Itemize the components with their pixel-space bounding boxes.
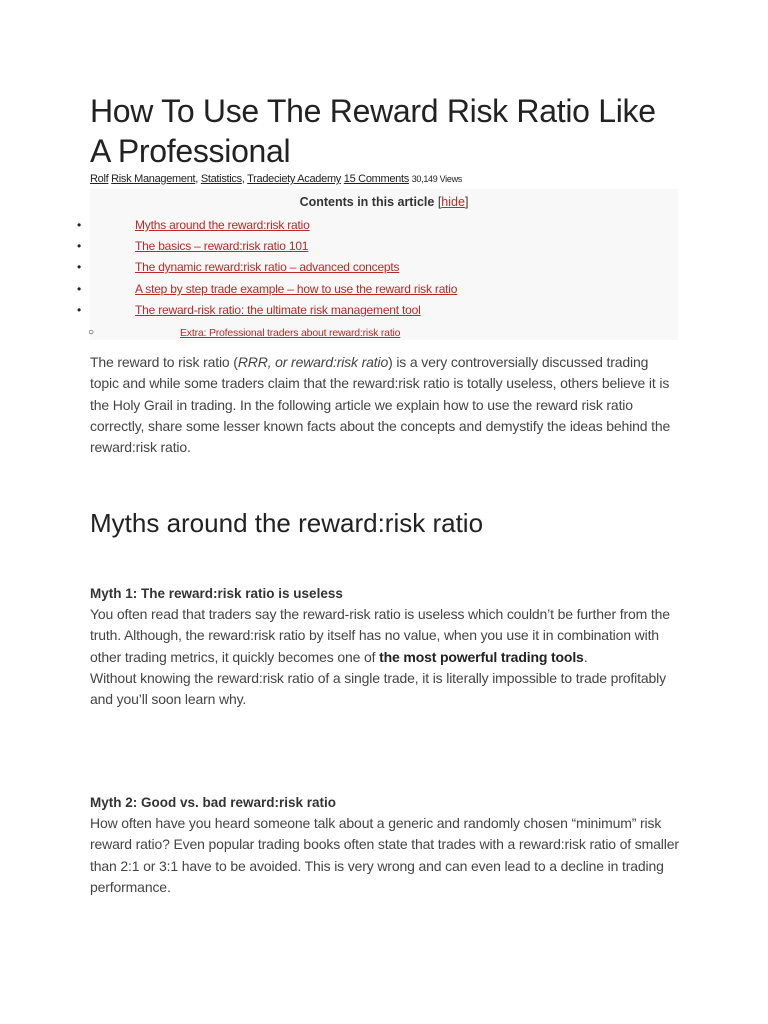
article-title: How To Use The Reward Risk Ratio Like A Professional xyxy=(90,93,656,169)
circle-bullet-icon: ○ xyxy=(88,327,94,338)
bullet-icon: • xyxy=(77,282,82,296)
meta-separator: , xyxy=(241,173,248,185)
meta-separator: , xyxy=(195,173,201,185)
toc-link-myths[interactable]: Myths around the reward:risk ratio xyxy=(135,218,310,232)
intro-italic: RRR, or reward:risk ratio xyxy=(237,354,389,370)
bullet-icon: • xyxy=(77,260,82,274)
toc-link-example[interactable]: A step by step trade example – how to use the reward risk ratio xyxy=(135,282,458,296)
section-heading-myths: Myths around the reward:risk ratio xyxy=(90,508,484,538)
myth1-text-2: Without knowing the reward:risk ratio of a single trade, it is literally impossible to trade profitably and you’ll soon learn why. xyxy=(90,669,666,708)
category-link-risk-management[interactable]: Risk Management xyxy=(111,173,196,185)
bullet-icon: • xyxy=(77,303,82,317)
toc-link-extra[interactable]: Extra: Professional traders about reward:risk ratio xyxy=(180,327,401,339)
category-link-statistics[interactable]: Statistics xyxy=(200,173,242,185)
myth1-bold-text: the most powerful trading tools xyxy=(379,648,584,665)
intro-text: ) is a very controversially discussed trading topic and while some traders claim that the reward:risk ratio is totally useless, others believe it is the Holy Grail in trading. In the following article we explain how to use the reward risk ratio correctly, share some lesser known facts about the concepts and demystify the ideas behind the reward:risk ratio. xyxy=(90,354,671,456)
toc-hide-toggle: [hide] xyxy=(437,195,469,209)
myth1-text: You often read that traders say the reward-risk ratio is useless which couldn’t be further from the truth. Although, the reward:risk ratio by itself has no value, when you use it in combination with other trading metrics, it quickly becomes one of xyxy=(90,606,670,665)
bullet-icon: • xyxy=(77,218,82,232)
bullet-icon: • xyxy=(77,239,82,253)
author-link[interactable]: Rolf xyxy=(90,173,109,185)
myth1-heading: Myth 1: The reward:risk ratio is useless xyxy=(90,586,343,601)
toc-heading: Contents in this article xyxy=(299,195,435,209)
comments-link[interactable]: 15 Comments xyxy=(343,173,409,185)
table-of-contents xyxy=(77,189,678,340)
myth1-text: . xyxy=(583,648,588,665)
article-meta xyxy=(90,171,462,187)
toc-link-dynamic[interactable]: The dynamic reward:risk ratio – advanced concepts xyxy=(135,260,400,274)
views-count: 30,149 Views xyxy=(411,174,462,184)
intro-text: The reward to risk ratio ( xyxy=(90,354,238,370)
myth2-paragraph: How often have you heard someone talk about a generic and randomly chosen “minimum” risk reward ratio? Even popular trading books often state that trades with a reward:risk ratio of smaller than 2:1 or 3:1 have to be avoided. This is very wrong and can even lead to a decline in trading performance. xyxy=(90,815,679,895)
toc-link-basics[interactable]: The basics – reward:risk ratio 101 xyxy=(135,239,309,253)
myth2-heading: Myth 2: Good vs. bad reward:risk ratio xyxy=(90,795,337,810)
toc-hide-link[interactable]: hide xyxy=(441,195,465,209)
myth1-paragraph xyxy=(90,604,680,710)
intro-paragraph xyxy=(90,352,680,458)
toc-link-risk-management-tool[interactable]: The reward-risk ratio: the ultimate risk management tool xyxy=(135,303,421,317)
toc-title xyxy=(90,195,678,209)
category-link-tradeciety-academy[interactable]: Tradeciety Academy xyxy=(247,173,342,185)
